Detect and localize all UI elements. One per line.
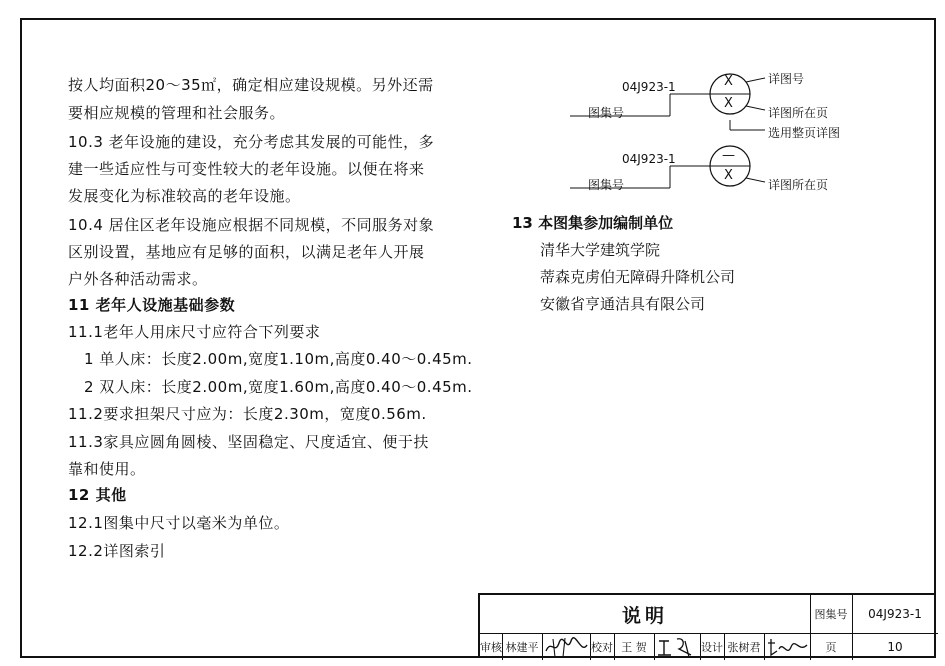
para-line-1: 按人均面积20～35㎡，确定相应建设规模。另外还需 (68, 76, 434, 94)
section-12-heading: 12 其他 (68, 486, 127, 504)
atlas-no-value: 04J923-1 (868, 607, 922, 621)
bottom-label-atlas-no: 图集号 (588, 178, 625, 192)
check-signature (654, 633, 700, 660)
para-line-15: 靠和使用。 (68, 460, 146, 478)
para-line-10: 11.1老年人用床尺寸应符合下列要求 (68, 323, 321, 341)
para-line-3: 10.3 老年设施的建设，充分考虑其发展的可能性，多 (68, 133, 435, 151)
bottom-label-page: 详图所在页 (768, 178, 829, 192)
bottom-lower-mark: X (724, 168, 733, 183)
bottom-pointer-page (746, 178, 765, 182)
label-detail-no: 详图号 (768, 72, 805, 86)
para-line-14: 11.3家具应圆角圆棱、坚固稳定、尺度适宜、便于扶 (68, 433, 429, 451)
atlas-no-label: 图集号 (814, 608, 848, 621)
org-tsinghua: 清华大学建筑学院 (540, 241, 661, 259)
para-line-18: 12.2详图索引 (68, 542, 166, 560)
org-thyssenkrupp: 蒂森克虏伯无障碍升降机公司 (540, 268, 736, 286)
title-block (478, 593, 936, 658)
stretcher-line: 11.2要求担架尺寸应为：长度2.30m，宽度0.56m. (68, 405, 427, 423)
single-bed-line: 1 单人床：长度2.00m,宽度1.10m,高度0.40～0.45m. (84, 350, 473, 368)
top-lower-mark: X (724, 96, 733, 111)
para-line-2: 要相应规模的管理和社会服务。 (68, 104, 286, 122)
check-signature-mark (655, 635, 699, 659)
review-label: 审核 (480, 640, 502, 654)
page-number: 10 (887, 639, 903, 654)
check-name: 王 贺 (621, 640, 647, 654)
top-pointer-detail (746, 78, 765, 82)
page-label: 页 (825, 640, 837, 654)
label-full-page: 选用整页详图 (768, 126, 841, 140)
bottom-upper-mark: — (722, 148, 735, 163)
para-line-4: 建一些适应性与可变性较大的老年设施。以便在将来 (68, 160, 425, 178)
para-line-8: 户外各种活动需求。 (68, 270, 208, 288)
detail-index-diagram (560, 70, 860, 200)
review-signature-mark (543, 635, 589, 659)
check-label: 校对 (591, 640, 613, 654)
para-line-17: 12.1图集中尺寸以毫米为单位。 (68, 514, 290, 532)
top-upper-mark: X (724, 74, 733, 89)
top-pointer-page (746, 106, 765, 110)
review-name: 林建平 (505, 640, 539, 654)
design-name: 张树君 (727, 640, 761, 654)
design-signature (764, 633, 810, 660)
top-atlas-code: 04J923-1 (622, 80, 676, 94)
org-anhui-hengtong: 安徽省亨通洁具有限公司 (540, 295, 706, 313)
drawing-title: 说明 (621, 604, 668, 627)
double-bed-line: 2 双人床：长度2.00m,宽度1.60m,高度0.40～0.45m. (84, 378, 473, 396)
review-signature (542, 633, 590, 660)
top-label-atlas-no: 图集号 (588, 106, 625, 120)
section-13-heading: 13 本图集参加编制单位 (512, 214, 674, 232)
para-line-6: 10.4 居住区老年设施应根据不同规模，不同服务对象 (68, 216, 435, 234)
design-signature-mark (765, 635, 809, 659)
bottom-atlas-code: 04J923-1 (622, 152, 676, 166)
design-label: 设计 (701, 640, 723, 654)
para-line-7: 区别设置，基地应有足够的面积，以满足老年人开展 (68, 243, 425, 261)
section-11-heading: 11 老年人设施基础参数 (68, 296, 236, 314)
para-line-5: 发展变化为标准较高的老年设施。 (68, 187, 301, 205)
top-label-page: 详图所在页 (768, 106, 829, 120)
